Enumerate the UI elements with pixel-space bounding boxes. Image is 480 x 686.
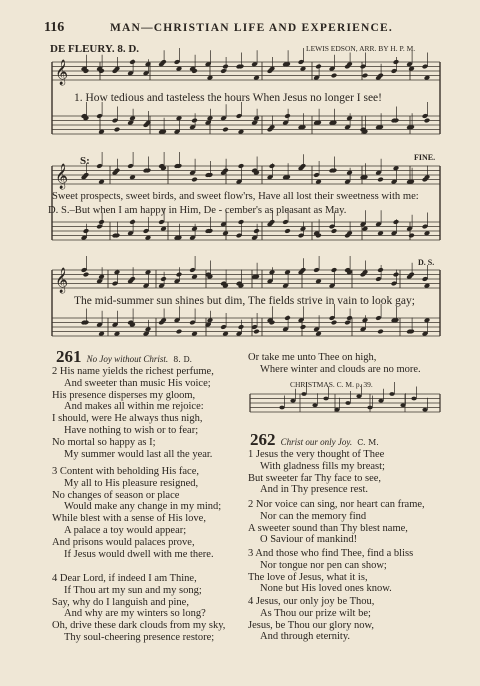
composer-credit: LEWIS EDSON, ARR. BY H. P. M.: [306, 44, 416, 53]
hymn-261-stanza-4: 4 Dear Lord, if indeed I am Thine, If Thou art my sun and my song; Say, why do I languish and pine, And why are my winters so long? Oh, drive these dark clouds from my sky, Thy soul-cheering presence restore;: [52, 573, 226, 643]
hymn-meter: 8. D.: [173, 355, 193, 364]
hymn-261-stanza-2: 2 His name yields the richest perfume, And sweeter than music His voice; His presence disperses my gloom, And makes all within me rejoice: I should, were He always thus nigh, Have nothing to wish or to fear; No mortal so happy as I; My summer would last all the year.: [52, 366, 214, 460]
ds-marker: D. S.: [418, 258, 435, 267]
hymn-number: 261: [56, 347, 82, 366]
hymn-262-stanza-3: 3 And those who find Thee, find a bliss Nor tongue nor pen can show; The love of Jesus, what it is, None but His loved ones know.: [248, 548, 414, 595]
running-title: MAN—CHRISTIAN LIFE AND EXPERIENCE.: [110, 22, 393, 34]
hymn-title: No Joy without Christ.: [86, 354, 169, 364]
tune-name: DE FLEURY. 8. D.: [50, 43, 140, 55]
lyric-line-1: 1. How tedious and tasteless the hours When Jesus no longer I see!: [74, 92, 382, 104]
hymn-meter: C. M.: [357, 438, 379, 447]
segno-marker: S:: [80, 155, 90, 167]
hymn-262-stanza-1: 1 Jesus the very thought of Thee With gladness fills my breast; But sweeter far Thy face to see, And in Thy presence rest.: [248, 449, 385, 496]
hymn-261-stanza-3: 3 Content with beholding His face, My all to His pleasure resigned, No changes of season or place Would make any change in my mind; While blest with a sense of His love, A palace a toy would appear; And prisons would palaces prove, If Jesus would dwell with me there.: [52, 466, 222, 560]
fine-marker: FINE.: [414, 153, 436, 162]
hymn-261-continuation: Or take me unto Thee on high, Where winter and clouds are no more.: [248, 352, 421, 375]
hymn-title: Christ our only Joy.: [280, 437, 353, 447]
hymn-261-heading: [56, 347, 192, 367]
tune-reference: CHRISTMAS. C. M. p. 39.: [290, 380, 373, 389]
lyric-line-2: Sweet prospects, sweet birds, and sweet flow'rs, Have all lost their sweetness with me:: [52, 191, 419, 202]
lyric-line-4: The mid-summer sun shines but dim, The fields strive in vain to look gay;: [74, 295, 415, 307]
hymn-262-stanza-4: 4 Jesus, our only joy be Thou, As Thou our prize wilt be; Jesus, be Thou our glory now, And through eternity.: [248, 596, 375, 643]
page-number: 116: [44, 20, 65, 35]
lyric-line-3: D. S.–But when I am happy in Him, De - cember's as pleasant as May.: [48, 205, 347, 216]
hymn-262-stanza-2: 2 Nor voice can sing, nor heart can frame, Nor can the memory find A sweeter sound than Thy blest name, O Saviour of mankind!: [248, 499, 425, 546]
hymn-262-heading: [250, 430, 379, 450]
svg-text:𝄞: 𝄞: [55, 164, 69, 189]
svg-text:𝄞: 𝄞: [55, 60, 69, 85]
hymn-number: 262: [250, 430, 276, 449]
svg-text:𝄞: 𝄞: [55, 268, 69, 293]
